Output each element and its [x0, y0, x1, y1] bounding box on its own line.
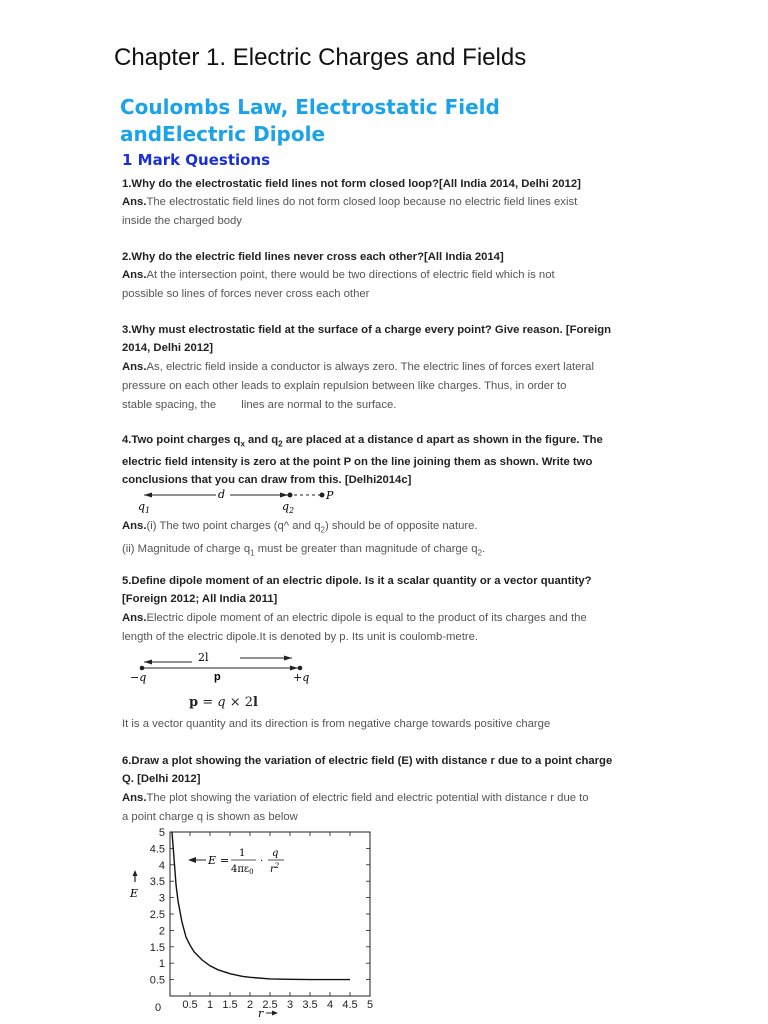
charge-q2-dot [288, 493, 293, 498]
question-6-line2: Q. [Delhi 2012] [122, 773, 201, 785]
svg-text:=: = [220, 854, 230, 867]
x-tick-label: 1 [206, 999, 214, 1011]
marks-heading: 1 Mark Questions [122, 151, 271, 169]
y-tick-label: 0.5 [149, 974, 165, 987]
dipole-arrow-icon [290, 666, 298, 671]
chart-annotation [188, 848, 284, 876]
question-2: 2.Why do the electric field lines never cross each other?[All India 2014] [122, 251, 504, 263]
arrow-right-icon [272, 1011, 278, 1016]
answer-label: Ans. [122, 269, 147, 281]
question-4-line2: electric field intensity is zero at the point P on the line joining them as shown. Write two [122, 456, 593, 469]
dipole-figure [128, 648, 328, 686]
field-vs-distance-chart [126, 824, 386, 1020]
question-4 [122, 431, 622, 489]
chart-frame [170, 832, 370, 996]
y-tick-label: 4.5 [149, 843, 165, 856]
x-tick-label: 0 [154, 1002, 162, 1014]
label-p: p [214, 671, 221, 683]
plot-border [170, 832, 370, 996]
answer-label: Ans. [122, 361, 147, 373]
question-6-line1: 6.Draw a plot showing the variation of electric field (E) with distance r due to a point charge [122, 755, 613, 767]
svg-text:r: r [258, 1007, 264, 1020]
x-tick-label: 1.5 [222, 999, 238, 1011]
y-tick-label: 2 [158, 925, 165, 938]
svg-text:4πε0: $4\pi\varepsilon_0$ [231, 864, 254, 876]
x-tick-label: 3 [286, 999, 294, 1011]
answer-6 [122, 789, 612, 827]
label-q1: $q_1$ [138, 500, 151, 514]
answer-label: Ans. [122, 792, 147, 804]
point-p-dot [320, 493, 325, 498]
label-q2: $q_2$ [282, 500, 295, 514]
question-4-line3: conclusions that you can draw from this. [Delhi2014c] [122, 474, 412, 487]
answer-1 [122, 193, 612, 231]
question-3-line1: 3.Why must electrostatic field at the surface of a charge every point? Give reason. [Foreign [122, 324, 612, 336]
arrow-up-icon [133, 870, 138, 876]
question-3-line2: 2014, Delhi 2012] [122, 342, 214, 354]
label-neg-q: −q [130, 671, 147, 684]
arrow-right-icon [284, 656, 292, 661]
svg-text:1: 1 [239, 848, 246, 859]
arrow-left-icon [188, 857, 196, 863]
section-title-line2: andElectric Dipole [120, 122, 326, 146]
arrow-left-icon [144, 660, 152, 665]
charges-figure [130, 484, 360, 514]
x-tick-label: 2.5 [262, 999, 278, 1011]
chart-curve [172, 832, 350, 980]
chapter-title: Chapter 1. Electric Charges and Fields [114, 44, 527, 71]
question-4-line1: 4.Two point charges $q_x$ and $q_2$ are placed at a distance d apart as shown in the figure. The [122, 434, 603, 449]
section-title-line1: Coulombs Law, Electrostatic Field [120, 95, 500, 119]
answer-1-line1: The electrostatic field lines do not form closed loop because no electric field lines exist [146, 196, 578, 208]
negative-charge-dot [140, 666, 145, 671]
y-tick-label: 5 [158, 827, 165, 839]
y-tick-label: 1.5 [149, 941, 165, 954]
x-tick-label: 0.5 [182, 999, 198, 1011]
section-title [120, 94, 540, 148]
y-tick-label: 2.5 [149, 909, 165, 921]
svg-text:E: E [208, 854, 217, 867]
svg-text:r2: $r^2$ [270, 862, 280, 875]
y-axis-ticks [150, 827, 370, 987]
x-tick-label: 2 [246, 999, 254, 1011]
question-5-line1: 5.Define dipole moment of an electric dipole. Is it a scalar quantity or a vector quantity? [122, 575, 592, 587]
question-5-line2: [Foreign 2012; All India 2011] [122, 593, 278, 605]
series-line [172, 832, 350, 980]
label-p: P [326, 489, 334, 502]
answer-label: Ans. [122, 196, 147, 208]
y-tick-label: 4 [158, 859, 165, 872]
positive-charge-dot [298, 666, 303, 671]
answer-2 [122, 266, 612, 304]
answer-2-line1: At the intersection point, there would be two directions of electric field which is not [146, 269, 555, 281]
answer-6-line1: The plot showing the variation of electric field and electric potential with distance r due to [146, 792, 589, 804]
answer-5-line1: Electric dipole moment of an electric dipole is equal to the product of its charges and the [146, 612, 587, 624]
answer-label: Ans. [122, 612, 147, 624]
answer-1-line2: inside the charged body [122, 214, 242, 227]
x-tick-label: 5 [366, 999, 374, 1011]
question-3 [122, 321, 622, 357]
answer-4: Ans.(i) The two point charges (q^ and $q_2$) should be of opposite nature. (ii) Magnitude of charge $q_1$ must be greater than magnitude of charge $q_2$. [122, 520, 486, 558]
svg-text:·: · [260, 856, 264, 867]
arrow-left-icon [144, 493, 152, 498]
arrow-right-icon [280, 493, 288, 498]
answer-5 [122, 609, 612, 647]
dipole-formula: p = q × 2l [189, 695, 258, 710]
answer-2-line2: possible so lines of forces never cross each other [122, 287, 370, 300]
y-tick-label: 1 [158, 958, 165, 971]
answer-3-line1: As, electric field inside a conductor is always zero. The electric lines of forces exert lateral [146, 361, 594, 373]
question-5 [122, 572, 622, 608]
svg-text:q: q [272, 848, 279, 859]
answer-3 [122, 358, 612, 414]
answer-5-line2: length of the electric dipole.It is denoted by p. Its unit is coulomb-metre. [122, 630, 479, 643]
x-tick-label: 3.5 [302, 999, 318, 1011]
x-tick-label: 4.5 [342, 999, 358, 1011]
question-6 [122, 752, 622, 788]
answer-label: Ans. [122, 520, 147, 532]
answer-3-line3: stable spacing, the lines are normal to the surface. [122, 398, 397, 411]
label-pos-q: +q [293, 671, 310, 684]
svg-text:E: E [130, 887, 139, 900]
y-axis-label [129, 870, 138, 900]
x-tick-label: 4 [326, 999, 334, 1011]
y-tick-label: 3.5 [149, 876, 165, 889]
answer-3-line2: pressure on each other leads to explain repulsion between like charges. Thus, in order to [122, 379, 567, 392]
answer-5-conclusion: It is a vector quantity and its direction is from negative charge towards positive charge [122, 718, 551, 730]
answer-6-line2: a point charge q is shown as below [122, 810, 298, 823]
label-d: d [218, 488, 226, 501]
label-2l: 2l [198, 651, 209, 664]
question-1: 1.Why do the electrostatic field lines not form closed loop?[All India 2014, Delhi 2012] [122, 178, 581, 190]
y-tick-label: 3 [158, 892, 165, 905]
x-axis-ticks [155, 832, 373, 1014]
